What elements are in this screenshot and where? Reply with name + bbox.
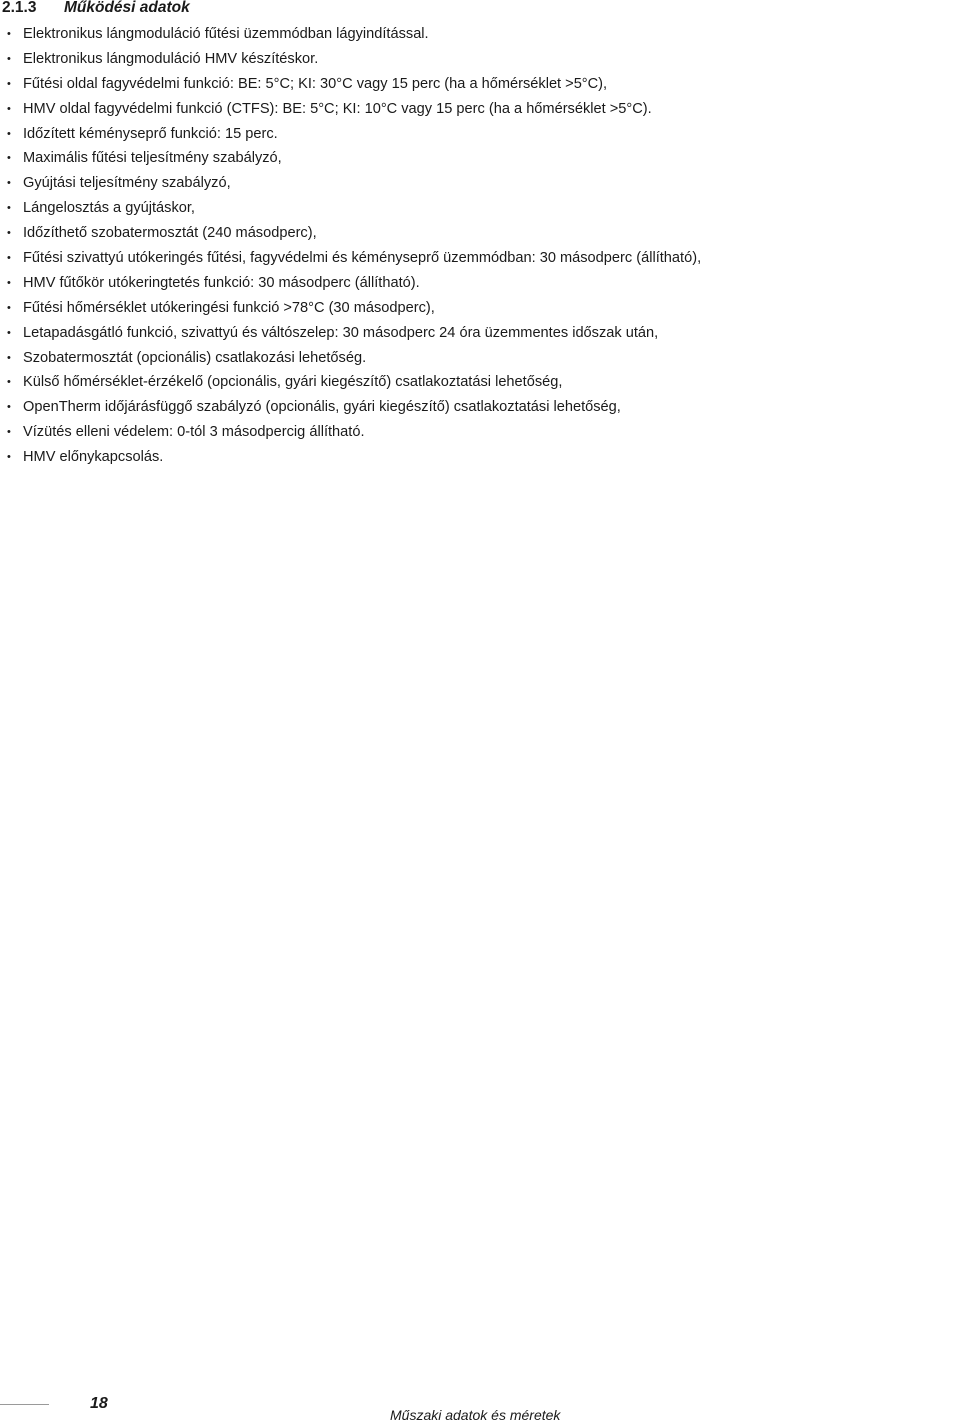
page-number: 18	[90, 1395, 108, 1412]
list-item: • Elektronikus lángmoduláció HMV készítéskor.	[0, 49, 950, 74]
list-item: • HMV oldal fagyvédelmi funkció (CTFS): BE: 5°C; KI: 10°C vagy 15 perc (ha a hőmérséklet >5°C).	[0, 99, 950, 124]
list-item: • Szobatermosztát (opcionális) csatlakozási lehetőség.	[0, 348, 950, 373]
list-item: • Időzített kéményseprő funkció: 15 perc.	[0, 124, 950, 149]
list-item: • OpenTherm időjárásfüggő szabályzó (opcionális, gyári kiegészítő) csatlakoztatási lehetőség,	[0, 397, 950, 422]
list-item: • HMV fűtőkör utókeringtetés funkció: 30 másodperc (állítható).	[0, 273, 950, 298]
list-item: • Lángelosztás a gyújtáskor,	[0, 198, 950, 223]
section-title: Működési adatok	[64, 0, 190, 16]
feature-list	[0, 24, 950, 472]
list-item: • Letapadásgátló funkció, szivattyú és váltószelep: 30 másodperc 24 óra üzemmentes időszak után,	[0, 323, 950, 348]
footer-divider	[0, 1404, 49, 1405]
list-item: • HMV előnykapcsolás.	[0, 447, 950, 472]
list-item: • Fűtési szivattyú utókeringés fűtési, fagyvédelmi és kéményseprő üzemmódban: 30 másodperc (állítható),	[0, 248, 950, 273]
section-heading	[2, 0, 190, 18]
list-item: • Időzíthető szobatermosztát (240 másodperc),	[0, 223, 950, 248]
list-item: • Vízütés elleni védelem: 0-tól 3 másodpercig állítható.	[0, 422, 950, 447]
list-item: • Gyújtási teljesítmény szabályzó,	[0, 173, 950, 198]
section-number: 2.1.3	[2, 0, 37, 16]
list-item: • Külső hőmérséklet-érzékelő (opcionális, gyári kiegészítő) csatlakoztatási lehetőség,	[0, 372, 950, 397]
list-item: • Elektronikus lángmoduláció fűtési üzemmódban lágyindítással.	[0, 24, 950, 49]
list-item: • Maximális fűtési teljesítmény szabályzó,	[0, 148, 950, 173]
list-item: • Fűtési oldal fagyvédelmi funkció: BE: 5°C; KI: 30°C vagy 15 perc (ha a hőmérséklet >5°C),	[0, 74, 950, 99]
list-item: • Fűtési hőmérséklet utókeringési funkció >78°C (30 másodperc),	[0, 298, 950, 323]
footer-title: Műszaki adatok és méretek	[390, 1407, 561, 1423]
